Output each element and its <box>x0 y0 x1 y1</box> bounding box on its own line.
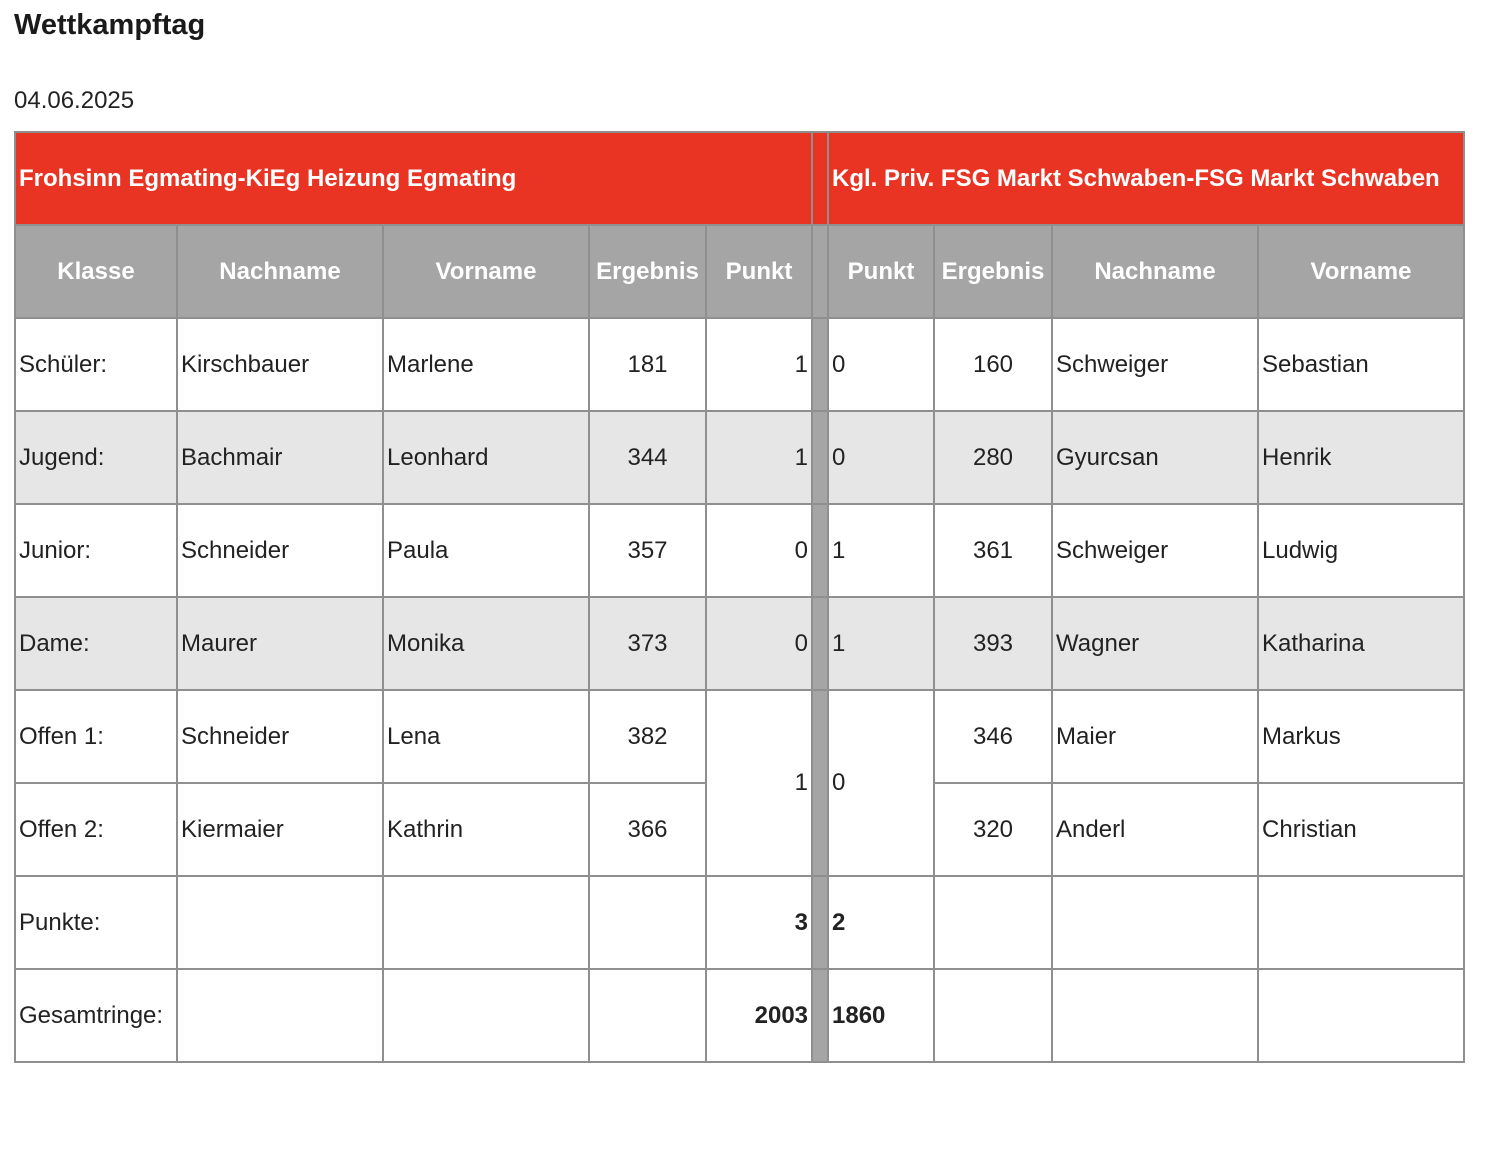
page-title: Wettkampftag <box>14 9 206 41</box>
header-away-vorname: Vorname <box>1258 225 1464 318</box>
away-ergebnis-cell: 346 <box>934 690 1052 783</box>
away-ergebnis-cell: 393 <box>934 597 1052 690</box>
home-ergebnis-cell: 357 <box>589 504 706 597</box>
away-ergebnis-cell: 160 <box>934 318 1052 411</box>
table-row <box>15 318 1464 411</box>
away-offen-punkt-cell: 0 <box>828 690 934 876</box>
home-nachname-cell: Schneider <box>177 690 383 783</box>
column-separator <box>812 876 828 969</box>
home-punkt-cell: 0 <box>706 504 812 597</box>
header-away-nachname: Nachname <box>1052 225 1258 318</box>
home-nachname-cell: Schneider <box>177 504 383 597</box>
klasse-cell: Junior: <box>15 504 177 597</box>
home-vorname-cell: Leonhard <box>383 411 589 504</box>
header-home-punkt: Punkt <box>706 225 812 318</box>
away-nachname-cell: Schweiger <box>1052 318 1258 411</box>
column-separator <box>812 132 828 225</box>
header-home-ergebnis: Ergebnis <box>589 225 706 318</box>
table-row <box>15 690 1464 783</box>
home-nachname-cell: Kiermaier <box>177 783 383 876</box>
away-vorname-cell: Katharina <box>1258 597 1464 690</box>
home-punkt-cell: 0 <box>706 597 812 690</box>
header-away-ergebnis: Ergebnis <box>934 225 1052 318</box>
home-ergebnis-cell: 382 <box>589 690 706 783</box>
column-separator <box>812 225 828 318</box>
home-ergebnis-cell: 181 <box>589 318 706 411</box>
away-ergebnis-cell: 361 <box>934 504 1052 597</box>
empty-cell <box>934 876 1052 969</box>
klasse-cell: Dame: <box>15 597 177 690</box>
klasse-cell: Offen 1: <box>15 690 177 783</box>
empty-cell <box>1052 876 1258 969</box>
result-table <box>14 131 1465 1063</box>
header-home-nachname: Nachname <box>177 225 383 318</box>
away-ringe-total: 1860 <box>828 969 934 1062</box>
away-ergebnis-cell: 320 <box>934 783 1052 876</box>
away-nachname-cell: Wagner <box>1052 597 1258 690</box>
away-vorname-cell: Sebastian <box>1258 318 1464 411</box>
empty-cell <box>177 969 383 1062</box>
table-row <box>15 597 1464 690</box>
home-offen-punkt-cell: 1 <box>706 690 812 876</box>
home-punkt-cell: 1 <box>706 318 812 411</box>
away-punkt-cell: 0 <box>828 411 934 504</box>
home-ergebnis-cell: 344 <box>589 411 706 504</box>
column-separator <box>812 969 828 1062</box>
home-punkte-total: 3 <box>706 876 812 969</box>
column-separator <box>812 597 828 690</box>
home-nachname-cell: Bachmair <box>177 411 383 504</box>
empty-cell <box>383 876 589 969</box>
home-punkt-cell: 1 <box>706 411 812 504</box>
empty-cell <box>383 969 589 1062</box>
home-team-name: Frohsinn Egmating-KiEg Heizung Egmating <box>15 132 812 225</box>
home-ergebnis-cell: 366 <box>589 783 706 876</box>
home-vorname-cell: Kathrin <box>383 783 589 876</box>
away-nachname-cell: Gyurcsan <box>1052 411 1258 504</box>
away-vorname-cell: Christian <box>1258 783 1464 876</box>
away-ergebnis-cell: 280 <box>934 411 1052 504</box>
away-vorname-cell: Henrik <box>1258 411 1464 504</box>
column-separator <box>812 690 828 876</box>
empty-cell <box>1052 969 1258 1062</box>
away-vorname-cell: Ludwig <box>1258 504 1464 597</box>
gesamtringe-row <box>15 969 1464 1062</box>
empty-cell <box>177 876 383 969</box>
home-vorname-cell: Lena <box>383 690 589 783</box>
klasse-cell: Jugend: <box>15 411 177 504</box>
punkte-row <box>15 876 1464 969</box>
home-nachname-cell: Kirschbauer <box>177 318 383 411</box>
home-ringe-total: 2003 <box>706 969 812 1062</box>
column-header-row <box>15 225 1464 318</box>
header-home-vorname: Vorname <box>383 225 589 318</box>
empty-cell <box>1258 969 1464 1062</box>
away-nachname-cell: Maier <box>1052 690 1258 783</box>
match-date: 04.06.2025 <box>14 87 135 114</box>
empty-cell <box>589 969 706 1062</box>
home-vorname-cell: Monika <box>383 597 589 690</box>
punkte-label: Punkte: <box>15 876 177 969</box>
gesamtringe-label: Gesamtringe: <box>15 969 177 1062</box>
away-punkt-cell: 0 <box>828 318 934 411</box>
empty-cell <box>1258 876 1464 969</box>
column-separator <box>812 504 828 597</box>
away-punkt-cell: 1 <box>828 597 934 690</box>
table-row <box>15 411 1464 504</box>
empty-cell <box>589 876 706 969</box>
away-punkte-total: 2 <box>828 876 934 969</box>
home-ergebnis-cell: 373 <box>589 597 706 690</box>
empty-cell <box>934 969 1052 1062</box>
away-vorname-cell: Markus <box>1258 690 1464 783</box>
klasse-cell: Offen 2: <box>15 783 177 876</box>
team-header-row <box>15 132 1464 225</box>
header-klasse: Klasse <box>15 225 177 318</box>
home-vorname-cell: Paula <box>383 504 589 597</box>
away-team-name: Kgl. Priv. FSG Markt Schwaben-FSG Markt Schwaben <box>828 132 1464 225</box>
away-punkt-cell: 1 <box>828 504 934 597</box>
klasse-cell: Schüler: <box>15 318 177 411</box>
table-row <box>15 504 1464 597</box>
away-nachname-cell: Schweiger <box>1052 504 1258 597</box>
home-vorname-cell: Marlene <box>383 318 589 411</box>
header-away-punkt: Punkt <box>828 225 934 318</box>
column-separator <box>812 318 828 411</box>
home-nachname-cell: Maurer <box>177 597 383 690</box>
column-separator <box>812 411 828 504</box>
away-nachname-cell: Anderl <box>1052 783 1258 876</box>
